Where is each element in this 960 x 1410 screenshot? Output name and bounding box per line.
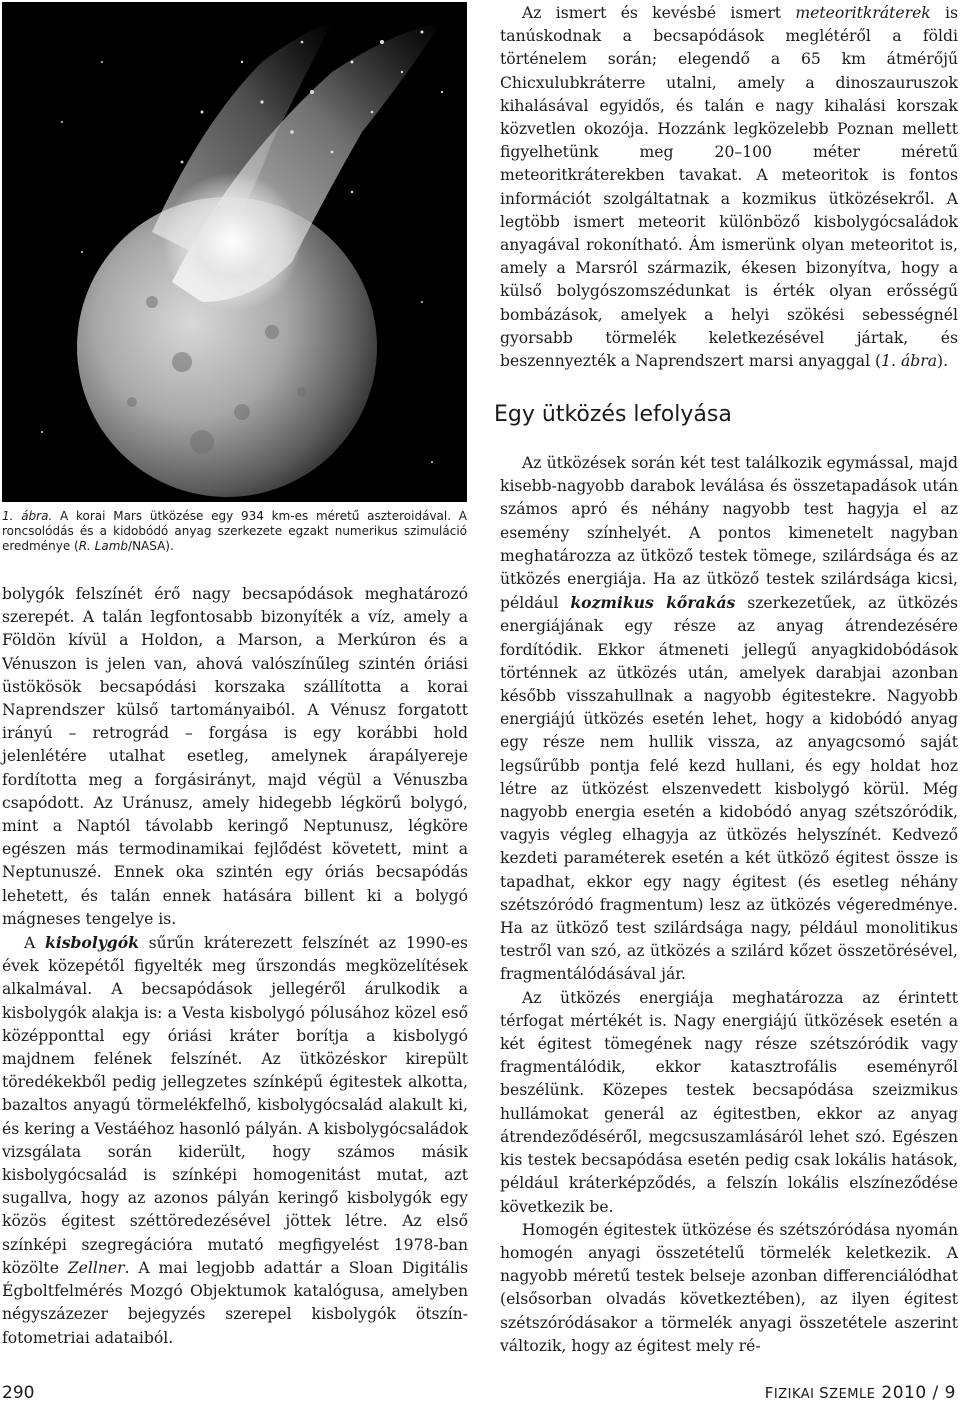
issue-number: 2010 / 9 — [875, 1383, 956, 1403]
text-run: szerkezetűek, az ütközés energiájának egy része az anyag átrendezésére fordítódik. Ekkor átmeneti jellegű anyagkidobódások történnek az ütközés után, amelyek darabjai azonban később visszahullnak a nagyobb égitestekre. Nagyobb energiájú ütközés esetén lehet, hogy a kidobódó anyag egy része nem hullik vissza, az anyagcsomó saját legsűrűbb pontja felé kezd hullani, és egy holdat hoz létre az ütközést elszenvedett kisbolygó körül. Még nagyobb energia esetén a kidobódó anyag szétszóródik, vagyis végleg elhagyja az ütközés helyszínét. Kedvező kezdeti paraméterek esetén a két ütköző égitest össze is tapadhat, ekkor egy nagy égitest (és esetleg néhány szétszóródó fragmentum) lesz az ütközés végeredménye. Ha az ütköző test szilárdsága nagy, például monolitikus testről van szó, az ütközés a szilárd kőzet összetörésével, fragmentálódásával jár. — [500, 594, 958, 984]
page-number: 290 — [2, 1383, 35, 1403]
caption-end: /NASA). — [128, 539, 174, 554]
right-column-top — [500, 2, 958, 373]
text-run: sűrűn kráterezett felszínét az 1990-es évek közepétől figyelték meg űrszondás megközelítések alkalmával. A becsapódások jellegéről árulkodik a kisbolygók alakja is: a Vesta kisbolygó pólusához közel eső középponttal egy óriási kráter borítja a kisbolygó majdnem felének felszínét. Az ütközéskor kirepült töredékekből pedig jellegzetes színképű égitestek alkotta, bazaltos anyagú törmelékfelhő, kisbolygócsalád alakult ki, és kering a Vestáéhoz hasonló pályán. A kisbolygócsaládok vizsgálata során kiderült, hogy számos másik kisbolygócsalád is színképi homogenitást mutat, azt sugallva, hogy az azonos pályán keringő kisbolygók egy közös égitest széttöredezésével jöttek létre. Az első színképi szegregációra mutató megfigyelést 1978-ban közölte — [2, 934, 469, 1277]
journal-text: ZEMLE — [829, 1387, 876, 1402]
term-kozmikus-korakas: kozmikus kőrakás — [570, 593, 736, 613]
paragraph: bolygók felszínét érő nagy becsapódások meghatározó szerepét. A talán legfontosabb bizonyíték a víz, amely a Földön kívül a Holdon, a Marson, a Merkúron és a Vénuszon is jelen van, ahová valószínűleg szintén óriási üstökösök becsapódási korszaka szállította a korai Naprendszer külső tartományaiból. A Vénusz forgatott irányú – retrográd – forgása is egy korábbi hold jelenlétére utalhat esetleg, amelynek árapályereje fordította meg a forgásirányt, majd végül a Vénuszba csapódott. Az Uránusz, amely hidegebb légkörű bolygó, mint a Naptól távolabb keringő Neptunusz, légköre egészen más termodinamikai fejlődést követett, mint a Neptunuszé. Ennek oka szintén egy óriás becsapódás lehetett, és talán ennek hatására billent ki a bolygó mágneses tengelye is. — [2, 585, 468, 928]
text-run: ). — [937, 352, 949, 371]
left-column — [2, 583, 468, 1350]
figure-caption — [2, 509, 467, 555]
text-run: Az ismert és kevésbé ismert — [522, 4, 796, 22]
paragraph — [2, 931, 468, 1350]
paragraph — [500, 452, 958, 987]
term-kisbolygok: kisbolygók — [45, 933, 139, 953]
journal-footer — [765, 1383, 956, 1403]
text-run: A — [24, 934, 46, 953]
figure-label: 1. ábra. — [2, 509, 53, 523]
paragraph — [500, 2, 958, 373]
journal-text: IZIKAI — [773, 1387, 820, 1402]
caption-credit: R. Lamb — [78, 539, 129, 554]
journal-initial: S — [819, 1384, 830, 1402]
figure-reference: 1. ábra — [881, 352, 938, 371]
paragraph: Az ütközés energiája meghatározza az érintett térfogat mértékét is. Nagy energiájú ütközések esetén a két égitest tömegének nagy része szétszóródik vagy fragmentálódik, ekkor katasztrofális eseményről beszélünk. Közepes testek becsapódása szeizmikus hullámokat generál az égitestben, ekkor az anyag átrendeződéséről, megcsuszamlásáról lehet szó. Egészen kis testek becsapódása esetén pedig csak lokális hatások, például kráterképződés, a felszín lokális elszíneződése következik be. — [500, 988, 958, 1216]
term-meteoritkraterek: meteoritkráterek — [795, 4, 931, 22]
text-run: is tanúskodnak a becsapódások meglétéről a földi történelem során; elegendő a 65 km átmérőjű Chicxulubkráterre utalni, amely a dinoszauruszok kihalásával egyidős, és talán e nagy kihalási korszak közvetlen okozója. Hozzánk legközelebb Poznan mellett figyelhetünk meg 20–100 méter méretű meteoritkráterekben tavakat. A meteoritok is fontos információt szolgáltatnak a kozmikus ütközésekről. A legtöbb ismert meteorit különböző kisbolygócsaládok anyagával rokonítható. Ám ismerünk olyan meteoritot is, amely a Marsról származik, ékesen bizonyítva, hogy a külső bolygószomszédunkat is érték olyan erősségű bombázások, amelyek a helyi szökési sebességnél gyorsabb törmelék keletkezésével jártak, és beszennyezték a Naprendszert marsi anyaggal ( — [500, 4, 959, 371]
impact-flash — [162, 172, 302, 312]
journal-initial: F — [764, 1384, 774, 1402]
caption-text: A korai Mars ütközése egy 934 km-es méretű aszteroidával. A roncsolódás és a kidobódó anyag szerkezete egzakt numerikus szimuláció eredménye ( — [2, 509, 468, 554]
text-run: Az ütközések során két test találkozik egymással, majd kisebb-nagyobb darabok leválása és összetapadások után számos apró és néhány nagyobb test hagyja el az esemény színhelyét. A pontos kimenetelt nagyban meghatározza az ütköző testek tömege, szilárdsága és az ütközés energiája. Ha az ütköző testek szilárdsága kicsi, például — [500, 454, 958, 613]
mars-impact-illustration — [2, 2, 467, 502]
figure-mars-impact — [2, 2, 467, 502]
section-title: Egy ütközés lefolyása — [494, 402, 732, 427]
paragraph: Homogén égitestek ütközése és szétszóródása nyomán homogén anyagi összetételű törmelék keletkezik. A nagyobb méretű testek belseje azonban differenciálódhat (elsősorban olvadás következtében), az ilyen égitest szétszóródásakor a törmelék anyagi összetétele aszerint változik, hogy az égitest mely ré- — [500, 1220, 958, 1355]
author-name: Zellner — [67, 1258, 125, 1277]
right-column-bottom — [500, 452, 958, 1358]
text-run: . A mai legjobb adattár a Sloan Digitális Égboltfelmérés Mozgó Objektumok katalógusa, amelyben négyszázezer bejegyzés szerepel kisbolygók ötszín-fotometriai adataiból. — [2, 1258, 468, 1347]
